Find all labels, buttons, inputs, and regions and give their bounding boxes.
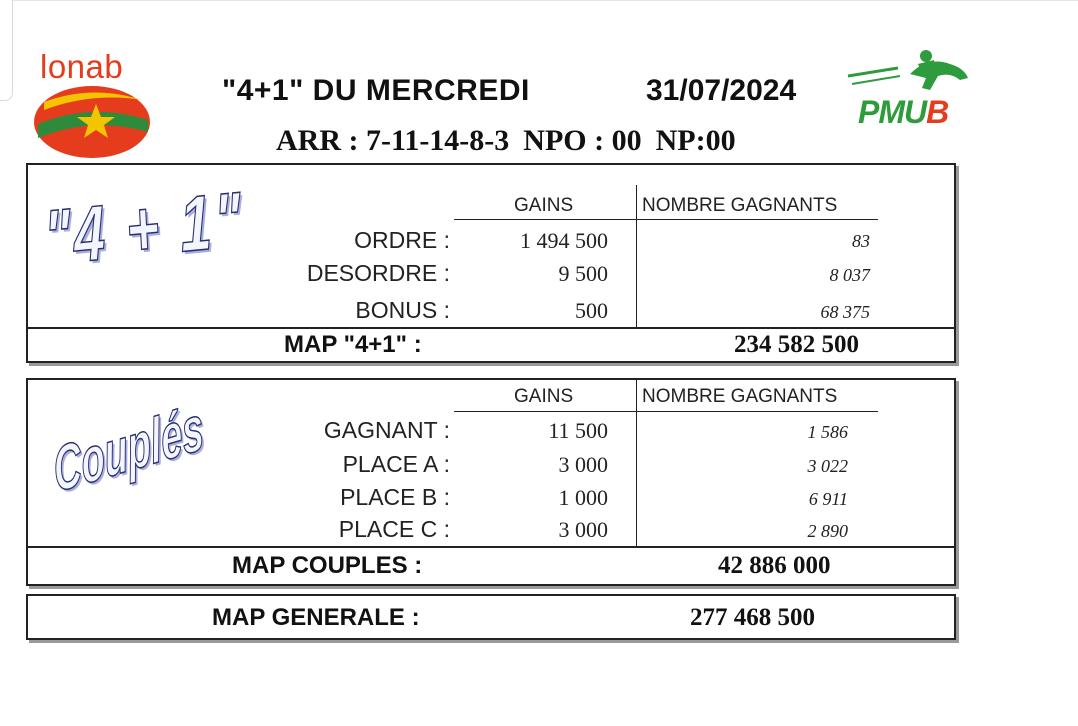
row-winners-place-c: 2 890 — [807, 521, 848, 541]
npo-value: NPO : 00 — [523, 124, 642, 157]
gains-header: GAINS — [514, 195, 574, 216]
row-label-desordre: DESORDRE : — [306, 260, 450, 286]
winners-header: NOMBRE GAGNANTS — [642, 386, 838, 407]
row-winners-desordre: 8 037 — [829, 265, 870, 285]
map-separator — [28, 327, 954, 329]
map-couples-value: 42 886 000 — [718, 552, 831, 579]
arrival-order: ARR : 7-11-14-8-3 — [276, 124, 510, 157]
page-title: "4+1" DU MERCREDI — [222, 74, 530, 107]
row-label-place-c: PLACE C : — [338, 516, 450, 542]
page-corner-edge — [0, 0, 13, 101]
row-winners-ordre: 83 — [852, 231, 870, 251]
column-divider — [636, 380, 637, 546]
row-label-place-b: PLACE B : — [340, 484, 450, 510]
couples-title: Couplés — [50, 391, 207, 506]
header-underline — [454, 219, 878, 220]
map-four-plus-one-value: 234 582 500 — [734, 331, 859, 358]
four-plus-one-box — [26, 163, 956, 363]
gains-header: GAINS — [514, 386, 574, 407]
lonab-emblem-icon — [30, 80, 158, 162]
row-winners-place-a: 3 022 — [807, 456, 848, 476]
general-box — [26, 594, 956, 640]
draw-date: 31/07/2024 — [646, 74, 797, 107]
np-value: NP:00 — [655, 124, 736, 157]
lonab-logo — [30, 44, 158, 162]
row-gain-place-b: 1 000 — [558, 485, 608, 510]
map-general-label: MAP GENERALE : — [212, 604, 420, 631]
map-general-value: 277 468 500 — [690, 604, 815, 631]
row-gain-place-a: 3 000 — [558, 452, 608, 477]
page-top-edge — [12, 0, 1078, 1]
pmub-logo-text-pmu: PMU — [858, 94, 927, 130]
header-underline — [454, 411, 878, 412]
couples-box — [26, 378, 956, 586]
row-gain-gagnant: 11 500 — [548, 418, 608, 443]
row-gain-desordre: 9 500 — [558, 261, 608, 286]
row-label-gagnant: GAGNANT : — [323, 417, 450, 443]
map-separator — [28, 546, 954, 548]
four-plus-one-title: "4 + 1" — [42, 174, 246, 282]
map-couples-label: MAP COUPLES : — [232, 552, 423, 579]
row-label-ordre: ORDRE : — [354, 227, 450, 253]
arrival-line — [276, 124, 750, 158]
row-gain-place-c: 3 000 — [558, 517, 608, 542]
row-gain-bonus: 500 — [575, 298, 608, 323]
row-winners-place-b: 6 911 — [808, 489, 848, 509]
pmub-logo-text — [858, 94, 948, 131]
map-four-plus-one-label: MAP "4+1" : — [284, 331, 422, 358]
row-label-bonus: BONUS : — [355, 297, 450, 323]
row-winners-bonus: 68 375 — [820, 302, 870, 322]
row-winners-gagnant: 1 586 — [807, 422, 848, 442]
column-divider — [636, 185, 637, 327]
row-gain-ordre: 1 494 500 — [520, 228, 608, 253]
lonab-logo-text: lonab — [40, 48, 124, 85]
winners-header: NOMBRE GAGNANTS — [642, 195, 838, 216]
row-label-place-a: PLACE A : — [342, 451, 450, 477]
pmub-logo-text-b: B — [926, 94, 949, 130]
pmub-logo — [838, 46, 978, 156]
